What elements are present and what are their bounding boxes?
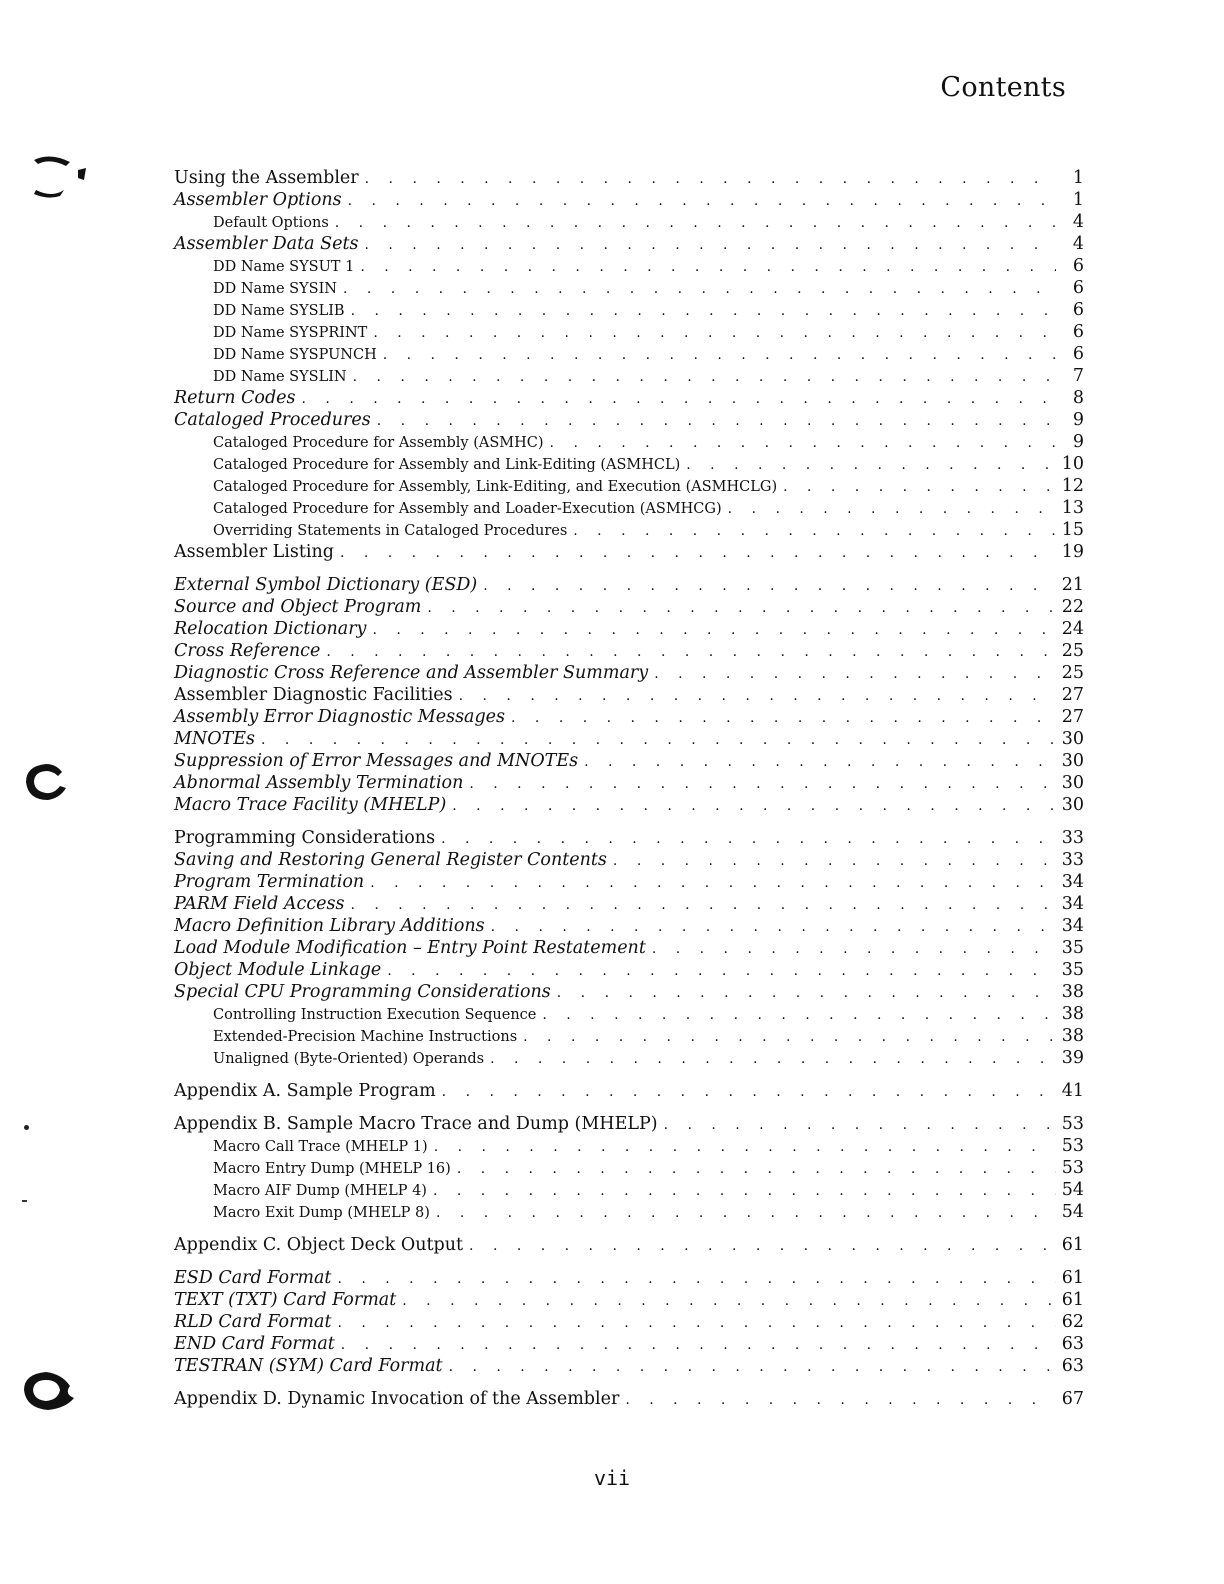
toc-entry [174,167,1084,189]
toc-entry [174,255,1084,277]
toc-entry-page: 35 [1061,938,1084,958]
toc-entry-page: 9 [1072,410,1084,430]
toc-entry-page: 1 [1072,168,1084,188]
toc-entry-title: Return Codes [174,388,296,408]
dot-leader [372,619,1055,641]
toc-entry-page: 33 [1061,850,1084,870]
dot-leader [652,938,1056,960]
toc-entry-title: Diagnostic Cross Reference and Assembler Summary [174,663,649,683]
dot-leader [340,542,1056,564]
toc-entry-page: 9 [1072,432,1084,452]
dot-leader [664,1114,1056,1136]
toc-entry-title: TESTRAN (SYM) Card Format [174,1356,443,1376]
dot-leader [365,168,1056,190]
toc-entry-page: 24 [1061,619,1084,639]
toc-entry-page: 30 [1061,773,1084,793]
toc-entry-title: Cataloged Procedure for Assembly, Link-Editing, and Execution (ASMHCLG) [213,479,778,495]
toc-entry-page: 10 [1061,454,1084,474]
toc-entry-title: DD Name SYSLIN [213,369,347,385]
toc-entry [174,1135,1084,1157]
toc-entry [174,750,1084,772]
toc-entry-page: 35 [1061,960,1084,980]
dot-leader [557,982,1056,1004]
toc-entry [174,981,1084,1003]
dot-leader [302,388,1056,410]
toc-entry-page: 30 [1061,751,1084,771]
toc-entry [174,1080,1084,1102]
toc-entry [174,1025,1084,1047]
toc-entry [174,618,1084,640]
dot-leader [360,256,1056,278]
toc-entry-title: ESD Card Format [174,1268,332,1288]
dot-leader [783,476,1056,498]
toc-entry [174,1179,1084,1201]
toc-entry-title: Programming Considerations [174,828,436,848]
toc-entry-title: Assembler Listing [174,542,334,562]
dot-leader [337,1268,1055,1290]
toc-entry-title: Appendix A. Sample Program [174,1081,436,1101]
scan-speck [24,1125,29,1130]
toc-entry [174,1388,1084,1410]
toc-entry [174,1113,1084,1135]
toc-entry-page: 63 [1061,1356,1084,1376]
dot-leader [483,575,1056,597]
dot-leader [433,1180,1056,1202]
dot-leader [490,1048,1056,1070]
toc-entry-page: 30 [1061,795,1084,815]
toc-entry-title: Appendix D. Dynamic Invocation of the Assembler [174,1389,620,1409]
toc-entry-title: Assembler Options [174,190,342,210]
toc-entry-title: Saving and Restoring General Register Contents [174,850,607,870]
toc-entry-page: 39 [1061,1048,1084,1068]
dot-leader [523,1026,1056,1048]
dot-leader [459,685,1056,707]
dot-leader [452,795,1055,817]
toc-entry-page: 19 [1061,542,1084,562]
toc-entry [174,211,1084,233]
dot-leader [434,1136,1056,1158]
toc-entry-page: 53 [1061,1114,1084,1134]
toc-entry [174,189,1084,211]
toc-entry-page: 8 [1072,388,1084,408]
dot-leader [542,1004,1055,1026]
toc-entry-page: 61 [1061,1235,1084,1255]
toc-entry [174,1157,1084,1179]
dot-leader [491,916,1056,938]
punch-hole-bottom [20,1368,86,1414]
toc-entry-page: 67 [1061,1389,1084,1409]
toc-entry [174,937,1084,959]
toc-entry-title: DD Name SYSPUNCH [213,347,377,363]
page-title: Contents [940,72,1066,103]
toc-entry-page: 6 [1072,322,1084,342]
toc-entry-title: Cataloged Procedure for Assembly (ASMHC) [213,435,544,451]
dot-leader [341,1334,1056,1356]
toc-entry [174,343,1084,365]
toc-entry [174,662,1084,684]
toc-entry-page: 6 [1072,344,1084,364]
toc-entry [174,706,1084,728]
dot-leader [370,872,1056,894]
toc-entry-title: Default Options [213,215,329,231]
toc-entry-page: 15 [1061,520,1084,540]
toc-entry [174,277,1084,299]
toc-entry-title: Appendix C. Object Deck Output [174,1235,464,1255]
dot-leader [353,366,1056,388]
toc-entry-title: Suppression of Error Messages and MNOTEs [174,751,579,771]
toc-entry [174,321,1084,343]
toc-entry [174,1201,1084,1223]
toc-entry-page: 38 [1061,982,1084,1002]
toc-entry [174,299,1084,321]
toc-entry-page: 22 [1061,597,1084,617]
toc-entry-page: 7 [1072,366,1084,386]
toc-entry-title: Macro Call Trace (MHELP 1) [213,1139,428,1155]
toc-entry [174,1311,1084,1333]
toc-entry-page: 34 [1061,916,1084,936]
toc-entry [174,794,1084,816]
toc-entry-page: 54 [1061,1180,1084,1200]
toc-entry [174,233,1084,255]
toc-entry-page: 41 [1061,1081,1084,1101]
toc-entry-page: 4 [1072,234,1084,254]
toc-entry-title: Unaligned (Byte-Oriented) Operands [213,1051,485,1067]
toc-entry-title: DD Name SYSUT 1 [213,259,355,275]
toc-entry [174,409,1084,431]
dot-leader [654,663,1056,685]
toc-entry-page: 61 [1061,1290,1084,1310]
dot-leader [402,1290,1055,1312]
dot-leader [625,1389,1055,1411]
dot-leader [573,520,1055,542]
dot-leader [261,729,1056,751]
toc-entry-title: External Symbol Dictionary (ESD) [174,575,478,595]
toc-entry-page: 6 [1072,278,1084,298]
toc-entry-title: Overriding Statements in Cataloged Procedures [213,523,568,539]
dot-leader [343,278,1056,300]
dot-leader [326,641,1055,663]
toc-entry [174,1047,1084,1069]
toc-entry-title: Cataloged Procedure for Assembly and Link-Editing (ASMHCL) [213,457,681,473]
dot-leader [469,1235,1056,1257]
toc-entry-title: Program Termination [174,872,365,892]
toc-entry-page: 27 [1061,685,1084,705]
toc-entry-title: PARM Field Access [174,894,345,914]
toc-entry-page: 62 [1061,1312,1084,1332]
toc-entry [174,1267,1084,1289]
toc-entry [174,1333,1084,1355]
dot-leader [387,960,1055,982]
page-number: vii [593,1466,631,1490]
dot-leader [436,1202,1056,1224]
dot-leader [348,190,1056,212]
toc-entry-page: 38 [1061,1026,1084,1046]
toc-entry [174,1234,1084,1256]
dot-leader [584,751,1056,773]
scan-speck [22,1200,27,1202]
toc-entry-title: Macro Definition Library Additions [174,916,485,936]
punch-hole-top [30,150,92,206]
toc-entry-title: Using the Assembler [174,168,359,188]
toc-entry-title: Abnormal Assembly Termination [174,773,464,793]
dot-leader [457,1158,1056,1180]
toc-entry-page: 4 [1072,212,1084,232]
toc-entry [174,728,1084,750]
toc-entry-page: 33 [1061,828,1084,848]
dot-leader [511,707,1056,729]
toc-entry [174,1003,1084,1025]
toc-entry-title: Cross Reference [174,641,321,661]
toc-entry-page: 53 [1061,1158,1084,1178]
toc-entry-page: 13 [1061,498,1084,518]
toc-entry-page: 54 [1061,1202,1084,1222]
toc-entry [174,640,1084,662]
dot-leader [550,432,1056,454]
toc-entry-title: DD Name SYSPRINT [213,325,368,341]
toc-entry-title: END Card Format [174,1334,335,1354]
toc-entry-page: 38 [1061,1004,1084,1024]
toc-entry [174,453,1084,475]
toc-entry-title: Assembler Data Sets [174,234,359,254]
toc-entry [174,497,1084,519]
toc-entry-title: Macro Trace Facility (MHELP) [174,795,447,815]
toc-entry-page: 21 [1061,575,1084,595]
toc-entry [174,1355,1084,1377]
toc-entry-title: Cataloged Procedure for Assembly and Loader-Execution (ASMHCG) [213,501,722,517]
dot-leader [728,498,1056,520]
dot-leader [442,1081,1056,1103]
toc-entry [174,574,1084,596]
toc-entry [174,541,1084,563]
toc-entry-page: 1 [1072,190,1084,210]
toc-entry-title: Macro AIF Dump (MHELP 4) [213,1183,427,1199]
toc-entry-title: Assembly Error Diagnostic Messages [174,707,506,727]
toc-entry-title: Source and Object Program [174,597,422,617]
dot-leader [365,234,1057,256]
dot-leader [383,344,1056,366]
toc-entry-page: 34 [1061,894,1084,914]
toc-entry-title: Macro Entry Dump (MHELP 16) [213,1161,451,1177]
dot-leader [613,850,1056,872]
toc-entry [174,475,1084,497]
dot-leader [686,454,1055,476]
toc-entry-page: 53 [1061,1136,1084,1156]
toc-entry [174,827,1084,849]
dot-leader [441,828,1056,850]
toc-entry [174,365,1084,387]
toc-entry-page: 27 [1061,707,1084,727]
dot-leader [351,300,1056,322]
toc-entry-title: DD Name SYSLIB [213,303,345,319]
toc-entry [174,387,1084,409]
toc-entry [174,959,1084,981]
toc-entry [174,871,1084,893]
toc-entry [174,596,1084,618]
toc-entry-title: MNOTEs [174,729,256,749]
toc-entry-page: 6 [1072,256,1084,276]
dot-leader [449,1356,1056,1378]
dot-leader [350,894,1055,916]
toc-entry-title: Extended-Precision Machine Instructions [213,1029,518,1045]
toc-entry-page: 61 [1061,1268,1084,1288]
toc-entry-title: Appendix B. Sample Macro Trace and Dump (MHELP) [174,1114,658,1134]
toc-entry [174,1289,1084,1311]
toc-entry-title: Load Module Modification – Entry Point Restatement [174,938,646,958]
toc-entry [174,849,1084,871]
toc-entry-title: Assembler Diagnostic Facilities [174,685,453,705]
dot-leader [373,322,1056,344]
dot-leader [377,410,1056,432]
toc-entry [174,893,1084,915]
toc-entry-title: RLD Card Format [174,1312,332,1332]
toc-entry-page: 6 [1072,300,1084,320]
toc-entry-title: DD Name SYSIN [213,281,337,297]
toc-entry [174,431,1084,453]
toc-entry-title: TEXT (TXT) Card Format [174,1290,397,1310]
toc-entry-page: 25 [1061,663,1084,683]
toc-entry [174,915,1084,937]
toc-entry-title: Cataloged Procedures [174,410,371,430]
toc-entry-page: 63 [1061,1334,1084,1354]
toc-entry-page: 30 [1061,729,1084,749]
toc-entry [174,519,1084,541]
dot-leader [469,773,1055,795]
toc-entry [174,772,1084,794]
dot-leader [338,1312,1056,1334]
dot-leader [335,212,1056,234]
toc-entry-title: Special CPU Programming Considerations [174,982,551,1002]
punch-hole-middle [22,760,76,804]
toc-entry-title: Macro Exit Dump (MHELP 8) [213,1205,430,1221]
toc-entry-page: 34 [1061,872,1084,892]
toc-entry-title: Object Module Linkage [174,960,382,980]
toc-entry-title: Relocation Dictionary [174,619,367,639]
toc-entry [174,684,1084,706]
toc-entry-title: Controlling Instruction Execution Sequence [213,1007,537,1023]
toc-entry-page: 12 [1061,476,1084,496]
dot-leader [427,597,1055,619]
table-of-contents [174,167,1084,1410]
toc-entry-page: 25 [1061,641,1084,661]
